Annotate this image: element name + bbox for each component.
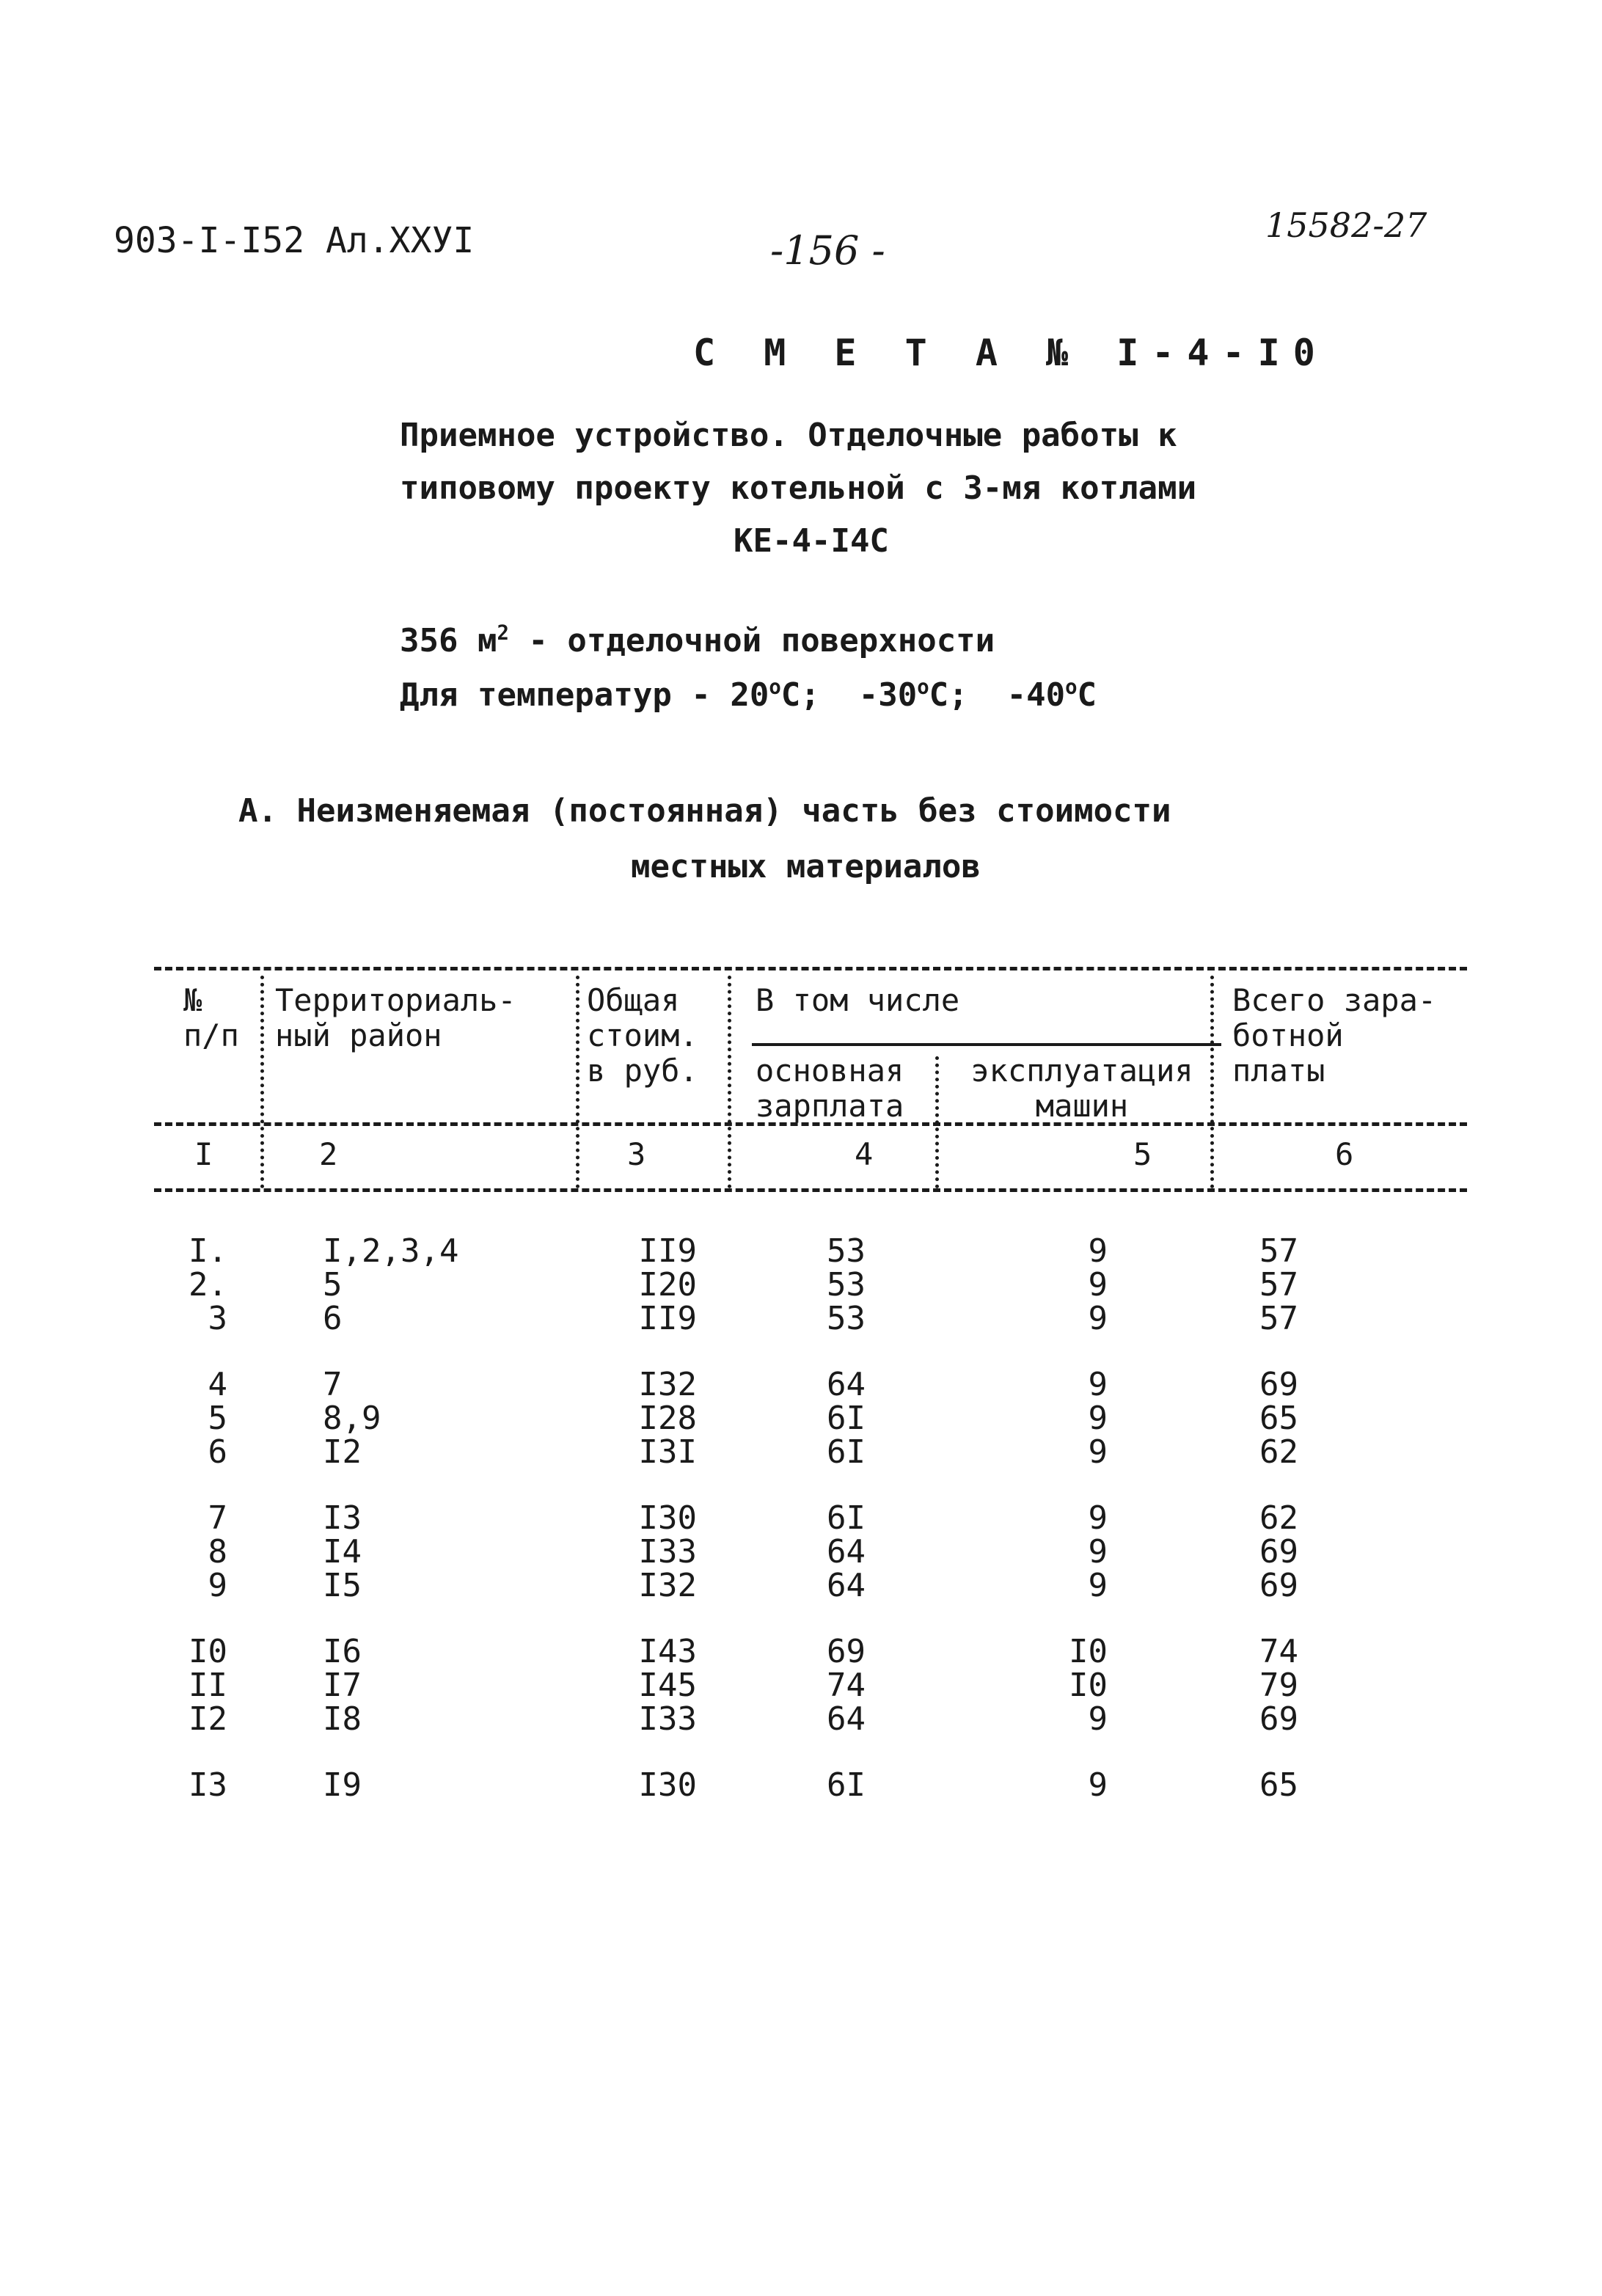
row-total-cost: I28	[638, 1400, 697, 1437]
row-machine-cost: 9	[1088, 1433, 1108, 1471]
header-no-line: п/п	[183, 1017, 239, 1053]
header-total-cost	[587, 983, 698, 1089]
header-district-line: ный район	[275, 1017, 442, 1053]
row-machine-cost: 9	[1088, 1766, 1108, 1804]
separator: ;	[800, 676, 820, 714]
row-district: I5	[323, 1567, 362, 1604]
subtitle-line-3: КЕ-4-I4С	[734, 522, 889, 560]
column-number-5: 5	[1133, 1136, 1152, 1172]
row-base-salary: 6I	[827, 1433, 866, 1471]
row-machine-cost: I0	[1069, 1667, 1108, 1704]
row-district: I2	[323, 1433, 362, 1471]
header-machines-line: машин	[1035, 1088, 1129, 1124]
temp-3: -40	[1006, 676, 1066, 714]
row-total-cost: I32	[638, 1567, 697, 1604]
row-base-salary: 53	[827, 1300, 866, 1337]
section-heading-line-1: А. Неизменяемая (постоянная) часть без стоимости	[238, 792, 1171, 830]
row-total-cost: I30	[638, 1766, 697, 1804]
row-machine-cost: 9	[1088, 1533, 1108, 1571]
row-machine-cost: I0	[1069, 1633, 1108, 1670]
header-no-line: №	[183, 982, 202, 1018]
row-total-cost: I43	[638, 1633, 697, 1670]
row-base-salary: 53	[827, 1232, 866, 1270]
row-total-wages: 65	[1259, 1400, 1298, 1437]
subtitle-line-2: типовому проекту котельной с 3-мя котлами	[400, 469, 1197, 507]
row-district: I,2,3,4	[323, 1232, 459, 1270]
row-machine-cost: 9	[1088, 1567, 1108, 1604]
row-base-salary: 6I	[827, 1499, 866, 1537]
header-district-line: Территориаль-	[275, 982, 516, 1018]
header-no	[183, 983, 239, 1053]
row-total-wages: 57	[1259, 1300, 1298, 1337]
row-base-salary: 53	[827, 1266, 866, 1304]
row-machine-cost: 9	[1088, 1366, 1108, 1403]
area-unit: м	[477, 622, 497, 659]
row-number: I2	[189, 1700, 227, 1738]
row-total-cost: I20	[638, 1266, 697, 1304]
header-wages-line: ботной	[1232, 1017, 1344, 1053]
row-machine-cost: 9	[1088, 1266, 1108, 1304]
numbers-bottom-rule	[154, 1188, 1467, 1192]
degree-sign: o	[1065, 676, 1078, 699]
column-number-6: 6	[1335, 1136, 1354, 1172]
row-district: 8,9	[323, 1400, 381, 1437]
header-wages-line: платы	[1232, 1053, 1325, 1089]
row-number: 6	[208, 1433, 227, 1471]
header-wages-line: Всего зара-	[1232, 982, 1437, 1018]
row-total-cost: I33	[638, 1533, 697, 1571]
temp-prefix: Для температур -	[400, 676, 731, 714]
row-base-salary: 6I	[827, 1766, 866, 1804]
area-unit-power: 2	[497, 621, 509, 645]
row-total-cost: I45	[638, 1667, 697, 1704]
row-total-wages: 79	[1259, 1667, 1298, 1704]
row-base-salary: 69	[827, 1633, 866, 1670]
area-line	[400, 622, 995, 659]
row-total-wages: 69	[1259, 1366, 1298, 1403]
row-number: II	[189, 1667, 227, 1704]
degree-sign: o	[917, 676, 929, 699]
header-salary-line: зарплата	[756, 1088, 904, 1124]
section-heading-line-2: местных материалов	[631, 848, 981, 885]
row-total-wages: 69	[1259, 1700, 1298, 1738]
column-number-4: 4	[855, 1136, 874, 1172]
row-total-wages: 74	[1259, 1633, 1298, 1670]
row-base-salary: 64	[827, 1567, 866, 1604]
row-number: 9	[208, 1567, 227, 1604]
temperature-line	[400, 676, 1097, 714]
column-number-1: I	[194, 1136, 213, 1172]
row-district: I6	[323, 1633, 362, 1670]
header-salary-line: основная	[756, 1053, 904, 1089]
archive-number: 15582-27	[1265, 205, 1427, 245]
row-total-wages: 69	[1259, 1567, 1298, 1604]
page-number: -156 -	[770, 227, 885, 274]
subtitle-line-1: Приемное устройство. Отделочные работы к	[400, 417, 1177, 454]
row-number: 2.	[189, 1266, 227, 1304]
separator: ;	[948, 676, 968, 714]
row-total-wages: 65	[1259, 1766, 1298, 1804]
row-number: 7	[208, 1499, 227, 1537]
row-district: 7	[323, 1366, 343, 1403]
temp-unit: С	[929, 676, 949, 714]
column-number-3: 3	[627, 1136, 646, 1172]
row-number: 4	[208, 1366, 227, 1403]
row-district: I8	[323, 1700, 362, 1738]
temp-unit: С	[1077, 676, 1097, 714]
row-number: I0	[189, 1633, 227, 1670]
header-district	[275, 983, 516, 1053]
column-separator	[576, 976, 579, 1188]
row-number: I.	[189, 1232, 227, 1270]
row-base-salary: 64	[827, 1533, 866, 1571]
row-total-cost: II9	[638, 1232, 697, 1270]
row-total-cost: I32	[638, 1366, 697, 1403]
row-district: I7	[323, 1667, 362, 1704]
row-total-cost: I3I	[638, 1433, 697, 1471]
row-machine-cost: 9	[1088, 1700, 1108, 1738]
row-base-salary: 74	[827, 1667, 866, 1704]
column-separator	[935, 1056, 939, 1188]
table-top-rule	[154, 967, 1467, 970]
column-separator	[728, 976, 731, 1188]
header-machine-operation	[946, 1053, 1218, 1124]
row-machine-cost: 9	[1088, 1300, 1108, 1337]
row-machine-cost: 9	[1088, 1232, 1108, 1270]
row-district: 5	[323, 1266, 343, 1304]
row-number: 8	[208, 1533, 227, 1571]
row-total-cost: II9	[638, 1300, 697, 1337]
row-base-salary: 64	[827, 1366, 866, 1403]
subheader-rule	[752, 1043, 1221, 1046]
header-total-line: в руб.	[587, 1053, 698, 1089]
column-separator	[260, 976, 264, 1188]
row-total-wages: 57	[1259, 1266, 1298, 1304]
temp-1: 20	[730, 676, 769, 714]
row-total-wages: 57	[1259, 1232, 1298, 1270]
header-total-line: Общая	[587, 982, 680, 1018]
row-number: 3	[208, 1300, 227, 1337]
row-base-salary: 64	[827, 1700, 866, 1738]
row-district: 6	[323, 1300, 343, 1337]
row-base-salary: 6I	[827, 1400, 866, 1437]
header-including: В том числе	[756, 982, 960, 1018]
temp-2: -30	[858, 676, 918, 714]
header-total-wages	[1232, 983, 1436, 1089]
row-total-cost: I33	[638, 1700, 697, 1738]
row-number: 5	[208, 1400, 227, 1437]
estimate-title: С М Е Т А № I-4-I0	[693, 332, 1328, 374]
temp-unit: С	[780, 676, 801, 714]
row-number: I3	[189, 1766, 227, 1804]
header-base-salary	[756, 1053, 904, 1124]
header-machines-line: эксплуатация	[970, 1053, 1193, 1089]
row-machine-cost: 9	[1088, 1400, 1108, 1437]
document-code: 903-I-I52 Ал.XXУI	[114, 220, 475, 261]
area-value: 356	[400, 622, 458, 659]
area-text: - отделочной поверхности	[508, 622, 995, 659]
degree-sign: o	[769, 676, 781, 699]
column-number-2: 2	[319, 1136, 338, 1172]
row-machine-cost: 9	[1088, 1499, 1108, 1537]
row-total-cost: I30	[638, 1499, 697, 1537]
row-district: I4	[323, 1533, 362, 1571]
row-total-wages: 62	[1259, 1433, 1298, 1471]
row-district: I9	[323, 1766, 362, 1804]
row-district: I3	[323, 1499, 362, 1537]
row-total-wages: 62	[1259, 1499, 1298, 1537]
row-total-wages: 69	[1259, 1533, 1298, 1571]
header-total-line: стоим.	[587, 1017, 698, 1053]
